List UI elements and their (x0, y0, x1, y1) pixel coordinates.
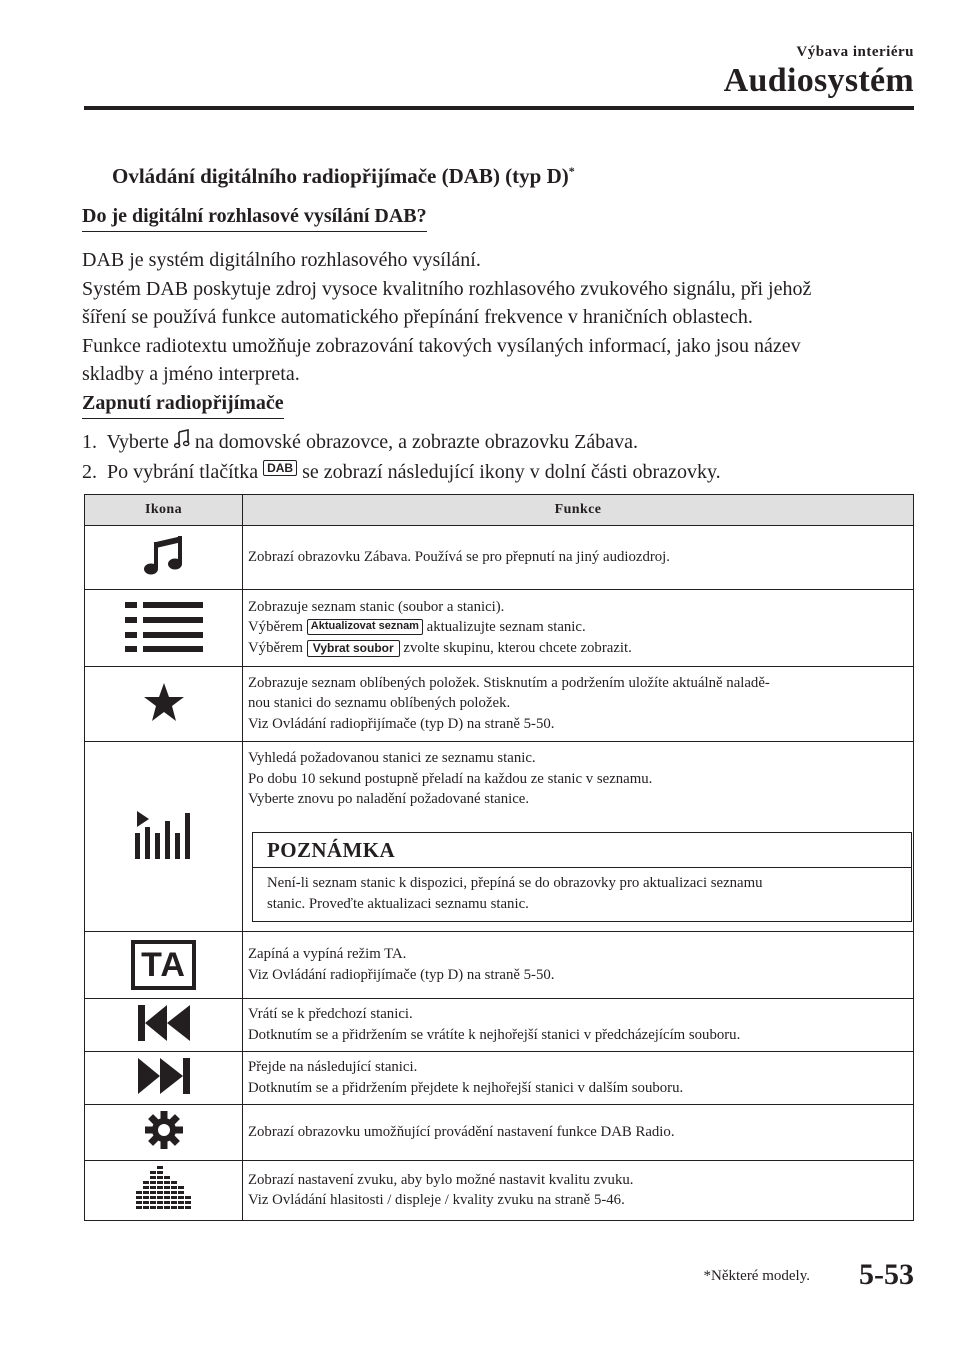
function-text: Dotknutím se a přidržením přejdete k nejhořejší stanici v dalším souboru. (248, 1079, 684, 1096)
list-icon (125, 639, 203, 656)
header-rule (84, 106, 914, 110)
table-row (85, 667, 914, 742)
function-text: Zobrazuje seznam stanic (soubor a stanici). (248, 598, 505, 615)
function-text: Po dobu 10 sekund postupně přeladí na každou ze stanic v seznamu. (248, 770, 653, 787)
column-header-icon: Ikona (85, 495, 243, 526)
function-text: Dotknutím se a přidržením se vrátíte k nejhořejší stanici v předcházejícím souboru. (248, 1026, 741, 1043)
function-text: Výběrem Vybrat soubor zvolte skupinu, kterou chcete zobrazit. (248, 639, 632, 656)
select-ensemble-button[interactable]: Vybrat soubor (307, 640, 400, 657)
function-text: Vyhledá požadovanou stanici ze seznamu stanic. (248, 750, 536, 766)
function-text: Viz Ovládání hlasitosti / displeje / kvality zvuku na straně 5-46. (248, 1192, 625, 1208)
next-icon (138, 1081, 190, 1098)
note-text: Není-li seznam stanic k dispozici, přepíná se do obrazovky pro aktualizaci seznamu stanic. Proveďte aktualizaci seznamu stanic. (267, 875, 763, 912)
function-text: Zobrazí nastavení zvuku, aby bylo možné nastavit kvalitu zvuku. (248, 1171, 634, 1188)
table-row (85, 590, 914, 667)
function-text: Zobrazí obrazovku umožňující provádění nastavení funkce DAB Radio. (248, 1123, 675, 1140)
music-note-icon (142, 565, 186, 582)
dab-button[interactable]: DAB (263, 460, 297, 476)
equalizer-icon (136, 1197, 192, 1214)
previous-icon (138, 1028, 190, 1045)
subheading-turn-on-radio: Zapnutí radiopřijímače (82, 392, 284, 419)
table-row (85, 999, 914, 1052)
table-header-row (85, 495, 914, 526)
column-header-function: Funkce (243, 495, 914, 526)
paragraph-line: Funkce radiotextu umožňuje zobrazování takových vysílaných informací, jako jsou název (82, 334, 801, 357)
function-text: Výběrem Aktualizovat seznam aktualizujte seznam stanic. (248, 619, 586, 636)
header-chapter-title: Audiosystém (723, 62, 914, 99)
footer-note: *Některé modely. (703, 1268, 810, 1284)
page-number: 5-53 (859, 1258, 914, 1291)
function-text: nou stanici do seznamu oblíbených položek. (248, 695, 511, 712)
step-2: 2. Po vybrání tlačítka DAB se zobrazí následující ikony v dolní části obrazovky. (82, 461, 721, 484)
update-list-button[interactable]: Aktualizovat seznam (307, 619, 423, 635)
function-text: Vrátí se k předchozí stanici. (248, 1006, 413, 1022)
table-row (85, 932, 914, 999)
table-row (85, 526, 914, 590)
note-title: POZNÁMKA (253, 833, 911, 869)
header-section-label: Výbava interiéru (796, 44, 914, 60)
function-text: Zobrazí obrazovku Zábava. Používá se pro přepnutí na jiný audiozdroj. (248, 548, 670, 565)
star-icon (143, 709, 185, 726)
paragraph-line: DAB je systém digitálního rozhlasového vysílání. (82, 249, 481, 271)
function-text: Viz Ovládání radiopřijímače (typ D) na straně 5-50. (248, 715, 555, 732)
function-text: Zobrazuje seznam oblíbených položek. Stisknutím a podržením uložíte aktuálně naladě- (248, 674, 770, 691)
asterisk-mark: * (568, 164, 575, 178)
function-text: Přejde na následující stanici. (248, 1059, 418, 1075)
table-row (85, 1161, 914, 1221)
paragraph-line: šíření se používá funkce automatického přepínání frekvence v hraničních oblastech. (82, 306, 753, 328)
icon-function-table (84, 494, 914, 1221)
function-text: Viz Ovládání radiopřijímače (typ D) na straně 5-50. (248, 966, 555, 983)
table-row (85, 1105, 914, 1161)
subheading-what-is-dab: Do je digitální rozhlasové vysílání DAB? (82, 205, 427, 232)
table-row (85, 1052, 914, 1105)
function-text: Zapíná a vypíná režim TA. (248, 946, 407, 962)
paragraph-line: skladby a jméno interpreta. (82, 363, 300, 385)
paragraph-line: Systém DAB poskytuje zdroj vysoce kvalitního rozhlasového zvukového signálu, při jehož (82, 277, 812, 300)
step-1: 1. Vyberte na domovské obrazovce, a zobrazte obrazovku Zábava. (82, 428, 721, 458)
function-text: Vyberte znovu po naladění požadované stanice. (248, 791, 530, 807)
gear-icon (144, 1137, 184, 1154)
ta-icon: TA (131, 940, 196, 990)
scan-icon (135, 846, 193, 863)
section-title: Ovládání digitálního radiopřijímače (DAB) (typ D)* (112, 164, 575, 188)
intro-paragraph (82, 246, 922, 389)
music-note-icon (174, 428, 190, 458)
steps-list (82, 428, 721, 486)
table-row (85, 742, 914, 932)
note-box (252, 832, 912, 923)
